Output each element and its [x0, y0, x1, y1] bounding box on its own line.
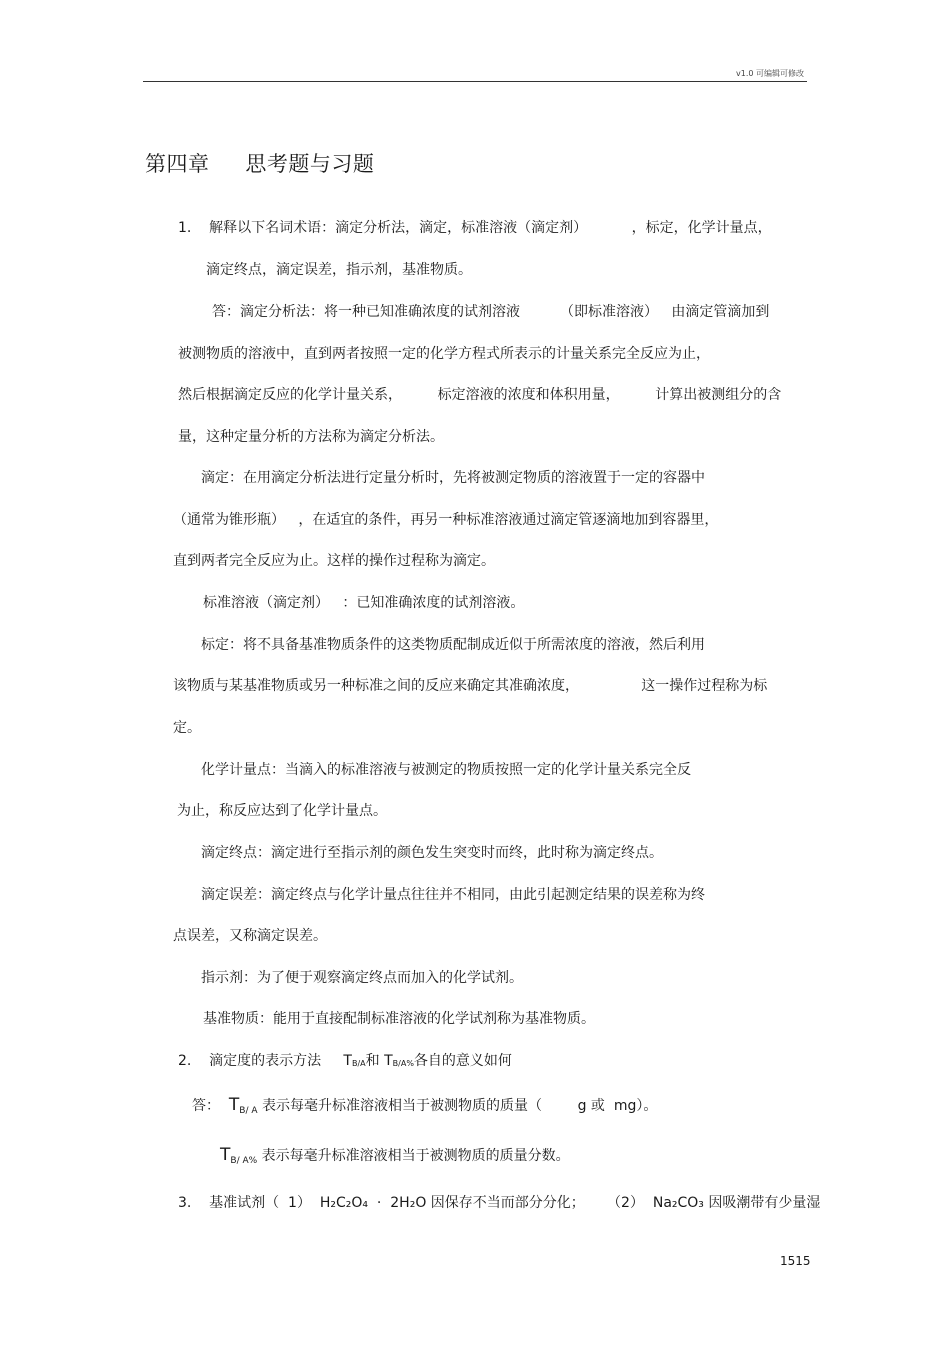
answer-1-para-1-line-2: 被测物质的溶液中，直到两者按照一定的化学方程式所表示的计量关系完全反应为止， [178, 346, 710, 362]
answer-1-para-2-line-1: 滴定：在用滴定分析法进行定量分析时，先将被测定物质的溶液置于一定的容器中 [201, 470, 705, 486]
answer-1-para-1-line-1: 答：滴定分析法：将一种已知准确浓度的试剂溶液 （即标准溶液） 由滴定管滴加到 [212, 304, 770, 320]
question-2-suffix: 各自的意义如何 [413, 1053, 512, 1069]
titer-percent-symbol: T [384, 1053, 393, 1069]
answer-1-para-4-line-3: 定。 [173, 720, 201, 736]
question-2 [178, 1052, 512, 1073]
answer-1-para-5-line-2: 为止，称反应达到了化学计量点。 [177, 803, 387, 819]
titer-percent-subscript: B/A% [392, 1059, 414, 1068]
answer-1-para-2-line-2: （通常为锥形瓶） ，在适宜的条件，再另一种标准溶液通过滴定管逐滴地加到容器里， [173, 512, 719, 528]
answer-1-para-8: 指示剂：为了便于观察滴定终点而加入的化学试剂。 [201, 970, 523, 986]
answer-1-para-5-line-1: 化学计量点：当滴入的标准溶液与被测定的物质按照一定的化学计量关系完全反 [201, 762, 691, 778]
answer-1-para-1-line-4: 量，这种定量分析的方法称为滴定分析法。 [178, 429, 444, 445]
chapter-title: 第四章 思考题与习题 [145, 152, 375, 176]
question-3-line-1: 3. 基准试剂（ 1） H₂C₂O₄ · 2H₂O 因保存不当而部分分化； （2） Na₂CO₃ 因吸潮带有少量湿 [178, 1195, 821, 1211]
answer-1-para-4-line-1: 标定：将不具备基准物质条件的这类物质配制成近似于所需浓度的溶液，然后利用 [201, 637, 705, 653]
answer-1-para-9: 基准物质：能用于直接配制标准溶液的化学试剂称为基准物质。 [203, 1011, 595, 1027]
answer-1-para-7-line-2: 点误差，又称滴定误差。 [173, 928, 327, 944]
question-2-prefix: 2. 滴定度的表示方法 [178, 1053, 344, 1069]
titer-subscript: B/A [351, 1059, 366, 1068]
answer-1-para-1-line-3: 然后根据滴定反应的化学计量关系， 标定溶液的浓度和体积用量， 计算出被测组分的含 [178, 387, 782, 403]
question-2-middle: 和 [365, 1053, 385, 1069]
answer-2-text-2: 表示每毫升标准溶液相当于被测物质的质量分数。 [257, 1148, 570, 1164]
titer-percent-symbol: T [220, 1145, 231, 1165]
answer-2-text-1: 表示每毫升标准溶液相当于被测物质的质量（ g 或 mg）。 [257, 1098, 658, 1114]
answer-1-para-6: 滴定终点：滴定进行至指示剂的颜色发生突变时而终，此时称为滴定终点。 [201, 845, 663, 861]
answer-1-para-4-line-2: 该物质与某基准物质或另一种标准之间的反应来确定其准确浓度， 这一操作过程称为标 [173, 678, 768, 694]
header-rule [143, 81, 807, 82]
titer-subscript: B/ A [239, 1106, 258, 1116]
header-note: v1.0 可编辑可修改 [736, 69, 804, 78]
answer-2-line-1 [192, 1096, 657, 1120]
question-1-line-2: 滴定终点，滴定误差，指示剂，基准物质。 [206, 262, 472, 278]
answer-2-line-2 [220, 1146, 570, 1170]
answer-2-label: 答： [192, 1098, 229, 1114]
answer-1-para-3: 标准溶液（滴定剂） ：已知准确浓度的试剂溶液。 [203, 595, 525, 611]
question-1-line-1: 1. 解释以下名词术语：滴定分析法，滴定，标准溶液（滴定剂） ，标定，化学计量点， [178, 220, 772, 236]
page-number: 1515 [780, 1254, 811, 1268]
answer-1-para-7-line-1: 滴定误差：滴定终点与化学计量点往往并不相同，由此引起测定结果的误差称为终 [201, 887, 705, 903]
titer-symbol: T [343, 1053, 352, 1069]
answer-1-para-2-line-3: 直到两者完全反应为止。这样的操作过程称为滴定。 [173, 553, 495, 569]
titer-percent-subscript: B/ A% [230, 1156, 258, 1166]
titer-symbol: T [228, 1095, 240, 1115]
